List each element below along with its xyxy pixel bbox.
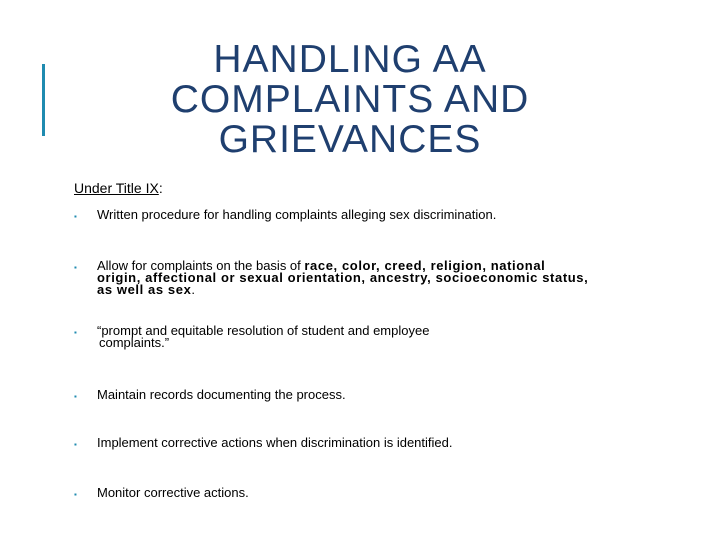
bullet-text: Written procedure for handling complaints alleging sex discrimination. <box>97 207 497 222</box>
bullet-text-line-1: “prompt and equitable resolution of student and employee <box>97 323 430 338</box>
bullet-text: Monitor corrective actions. <box>97 485 249 500</box>
section-heading-text: Under Title IX <box>74 180 159 196</box>
bullet-text <box>97 325 634 349</box>
bullet-square-icon: ▪ <box>74 328 77 337</box>
bullet-written-procedure <box>74 209 634 221</box>
bullet-maintain-records <box>74 389 634 401</box>
bullet-text: Maintain records documenting the process. <box>97 387 346 402</box>
bullet-text-line-2: complaints.” <box>99 335 170 350</box>
bullet-square-icon: ▪ <box>74 263 77 272</box>
bullet-corrective-actions <box>74 437 634 449</box>
bullet-square-icon: ▪ <box>74 440 77 449</box>
bullet-prompt-resolution <box>74 325 634 349</box>
bullet-square-icon: ▪ <box>74 392 77 401</box>
bullet-text-bold-line-2: origin, affectional or sexual orientation, ancestry, socioeconomic status, <box>97 270 589 285</box>
slide-title-line-3: GRIEVANCES <box>218 118 482 161</box>
section-heading-colon: : <box>158 180 163 196</box>
slide-title <box>120 40 580 160</box>
bullet-text: Implement corrective actions when discrimination is identified. <box>97 435 453 450</box>
title-accent-bar <box>42 64 45 136</box>
bullet-complaint-bases <box>74 260 634 296</box>
slide-title-line-2: COMPLAINTS AND <box>170 78 530 121</box>
bullet-square-icon: ▪ <box>74 212 77 221</box>
bullet-monitor-actions <box>74 487 634 499</box>
bullet-text-bold-line-3: as well as sex <box>97 282 192 297</box>
bullet-square-icon: ▪ <box>74 490 77 499</box>
bullet-text-prefix: Allow for complaints on the basis of <box>97 258 305 273</box>
slide-title-line-1: HANDLING AA <box>213 38 487 81</box>
bullet-text-suffix: . <box>191 282 196 297</box>
section-heading <box>74 180 163 196</box>
bullet-text <box>97 260 634 296</box>
bullet-text-bold-line-1: race, color, creed, religion, national <box>304 258 546 273</box>
